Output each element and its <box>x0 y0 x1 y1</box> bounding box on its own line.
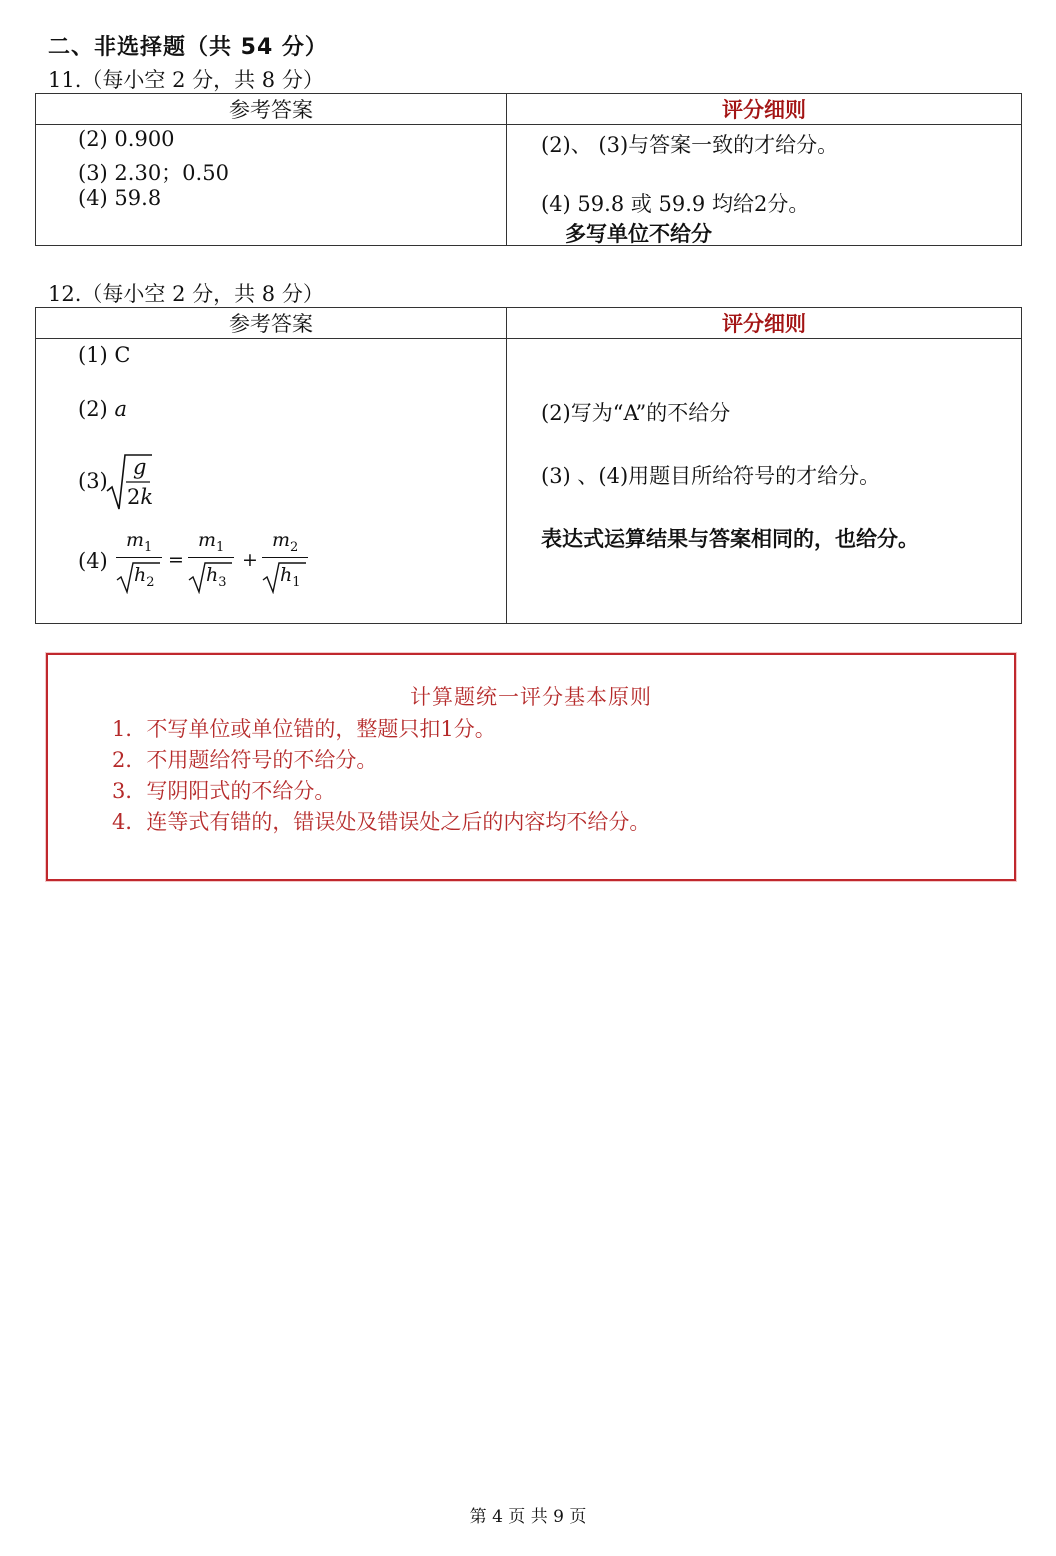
q12-answer-2 <box>78 397 127 421</box>
q11-rules-cell <box>507 125 1022 246</box>
q11-answer-4: (4) 59.8 <box>78 186 162 210</box>
q12-rule-3: 表达式运算结果与答案相同的，也给分。 <box>541 527 919 551</box>
plus-sign: + <box>242 549 258 571</box>
q11-rule-3: 多写单位不给分 <box>565 222 712 246</box>
q12-rule-2: (3) 、(4)用题目所给符号的才给分。 <box>541 464 881 488</box>
q11-title: 11.（每小空 2 分，共 8 分） <box>48 68 324 92</box>
q12-answer-1: (1) C <box>78 343 131 367</box>
q11-table <box>35 93 1022 246</box>
q12-answer-2-value: a <box>114 397 127 421</box>
principle-item-2: 2．不用题给符号的不给分。 <box>112 748 378 772</box>
q11-answer-3: (3) 2.30；0.50 <box>78 161 229 185</box>
q11-answer-cell <box>36 125 507 246</box>
principle-item-1: 1．不写单位或单位错的，整题只扣1分。 <box>112 717 496 741</box>
principle-item-4: 4．连等式有错的，错误处及错误处之后的内容均不给分。 <box>112 810 651 834</box>
q12-answer-4-label: (4) <box>78 549 108 573</box>
q12-answer-2-label: (2) <box>78 397 108 421</box>
scoring-principles-box <box>46 653 1016 881</box>
q11-rules-header: 评分细则 <box>507 94 1022 125</box>
fraction-3: $m_2$ $h_1$ <box>262 529 308 599</box>
fraction-2: $m_1$ $h_3$ <box>188 529 234 599</box>
q11-rule-1: (2)、 (3)与答案一致的才给分。 <box>541 133 839 157</box>
q12-rules-header: 评分细则 <box>507 308 1022 339</box>
fraction-1: $m_1$ $h_2$ <box>116 529 162 599</box>
q12-answer-3-label: (3) <box>78 469 108 493</box>
q12-answer-header: 参考答案 <box>36 308 507 339</box>
q11-rule-2: (4) 59.8 或 59.9 均给2分。 <box>541 192 810 216</box>
q11-answer-2: (2) 0.900 <box>78 127 175 151</box>
q12-rules-cell <box>507 339 1022 624</box>
principles-title: 计算题统一评分基本原则 <box>410 685 652 709</box>
q12-title: 12.（每小空 2 分，共 8 分） <box>48 282 324 306</box>
q12-table <box>35 307 1022 624</box>
q12-rule-1: (2)写为“A”的不给分 <box>541 401 731 425</box>
q12-answer-cell <box>36 339 507 624</box>
q12-answer-3-den: 2k <box>127 485 154 509</box>
equals-sign: = <box>168 549 184 571</box>
q12-answer-3-num: g <box>133 455 147 479</box>
principle-item-3: 3．写阴阳式的不给分。 <box>112 779 336 803</box>
q12-answer-4 <box>78 529 378 599</box>
page-footer: 第 4 页 共 9 页 <box>469 1507 587 1527</box>
q11-answer-header: 参考答案 <box>36 94 507 125</box>
section-title: 二、非选择题（共 54 分） <box>48 35 328 60</box>
